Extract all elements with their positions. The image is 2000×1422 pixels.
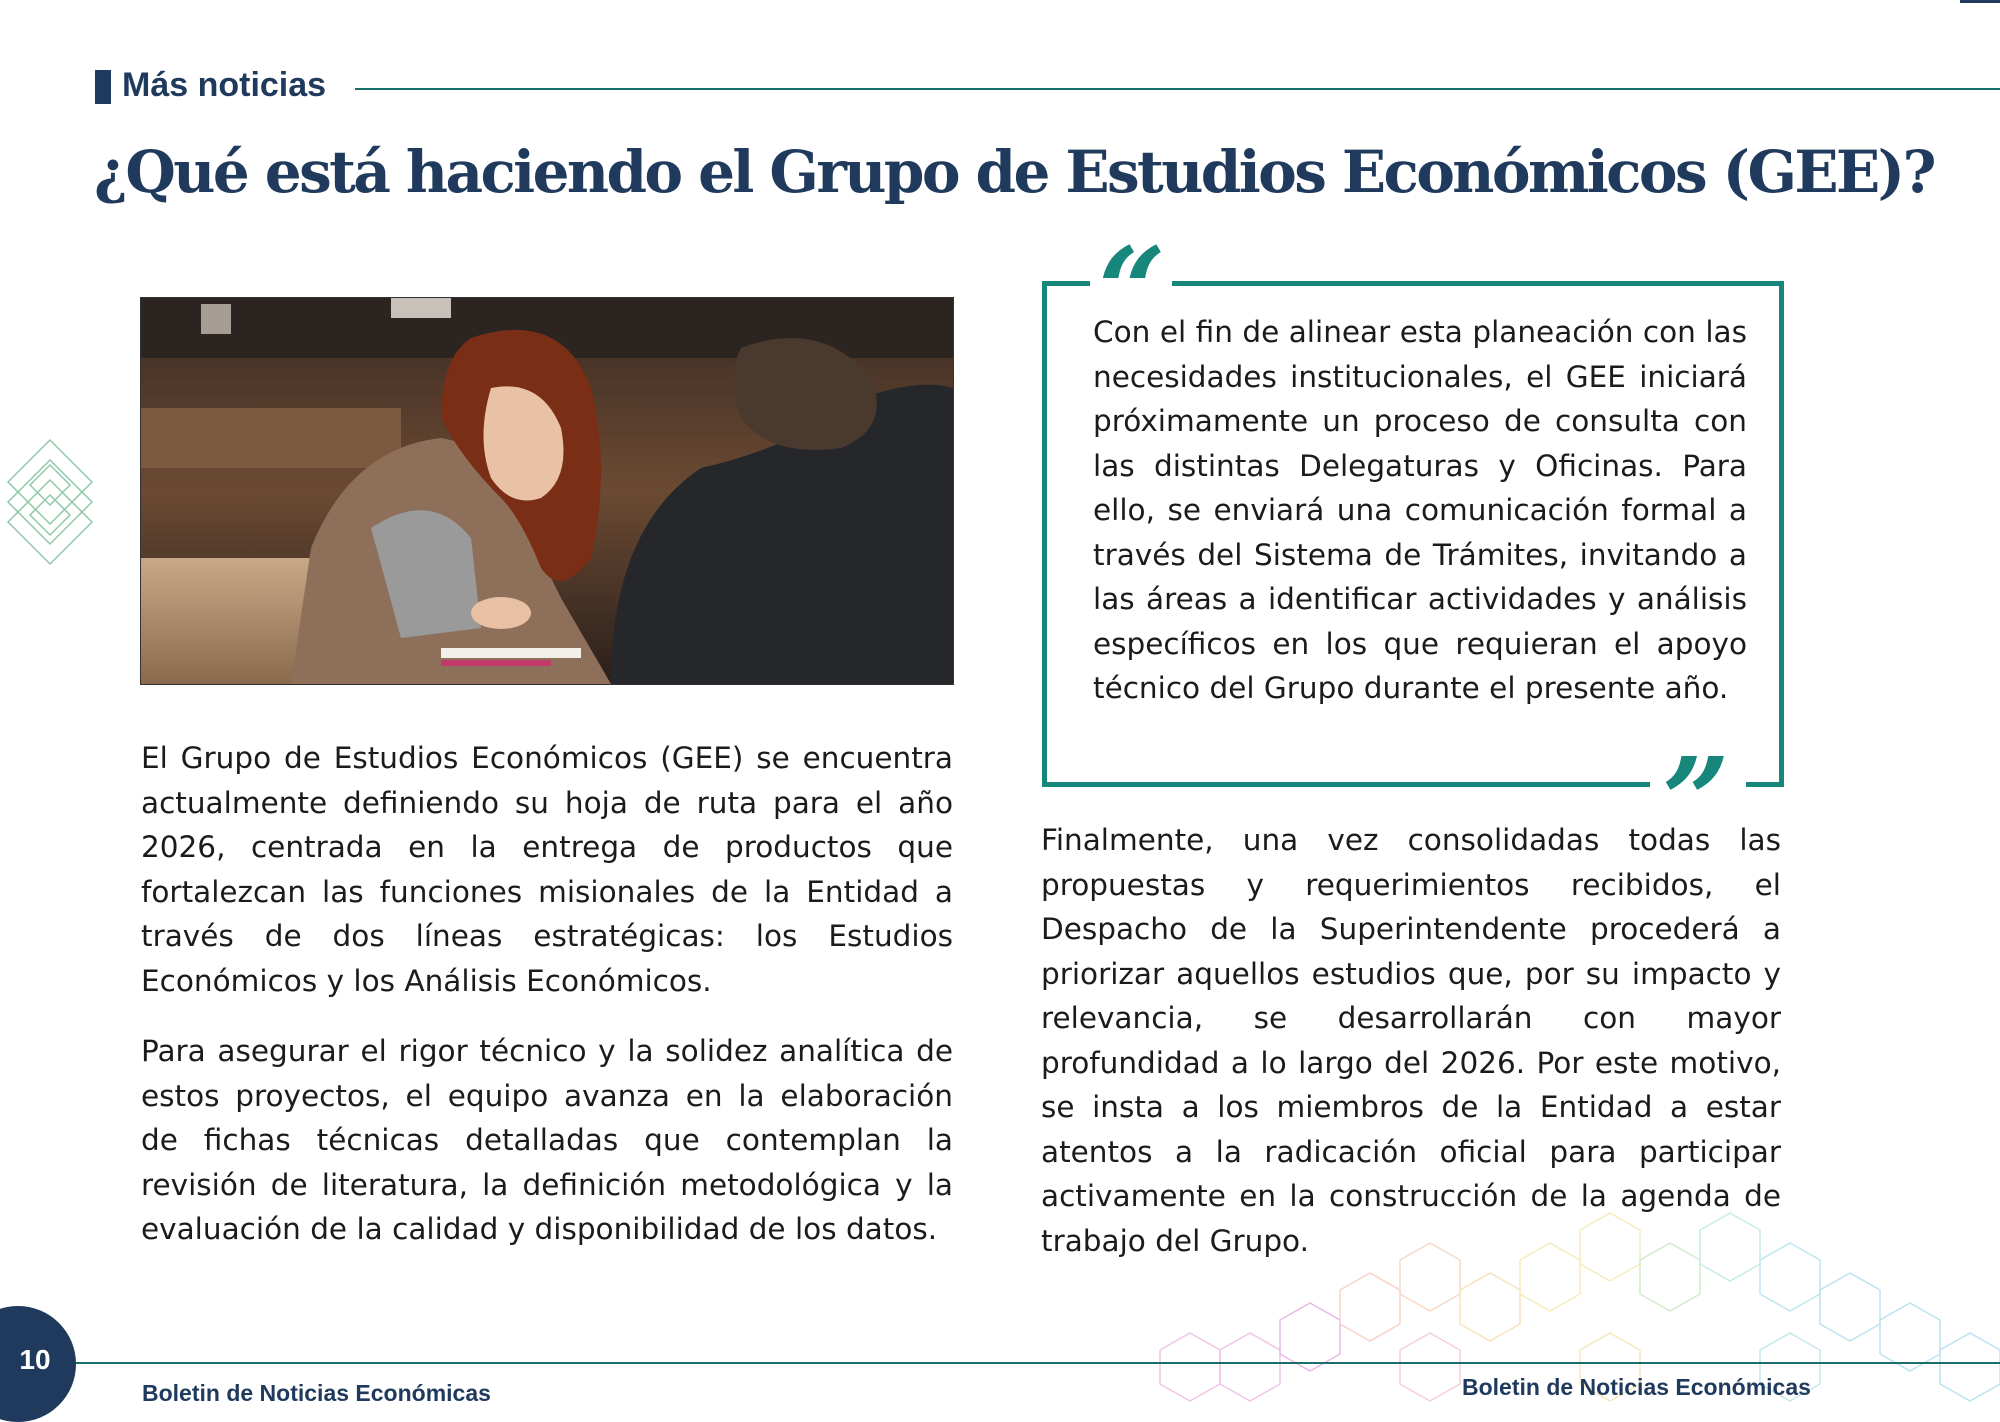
article-photo bbox=[140, 297, 954, 685]
section-marker bbox=[95, 70, 111, 104]
diamond-ornament-icon bbox=[0, 435, 100, 585]
pull-quote-text: Con el fin de alinear esta planeación con las necesidades institucionales, el GEE iniciará próximamente un proceso de consulta con las distintas Delegaturas y Oficinas. Para ello, se enviará una comunicación formal a través del Sistema de Trámites, invitando a las áreas a identificar actividades y análisis específicos en los que requieran el apoyo técnico del Grupo durante el presente año. bbox=[1093, 315, 1747, 705]
page-number: 10 bbox=[19, 1344, 51, 1375]
footer-publication-title: Boletin de Noticias Económicas bbox=[1462, 1374, 1811, 1400]
article-paragraph: Finalmente, una vez consolidadas todas las propuestas y requerimientos recibidos, el Despacho de la Superintendente procederá a priorizar aquellos estudios que, por su impacto y relevancia, se desarrollarán con mayor profundidad a lo largo del 2026. Por este motivo, se insta a los miembros de la Entidad a estar atentos a la radicación oficial para participar activamente en la construcción de la agenda de trabajo del Grupo. bbox=[1041, 823, 1781, 1258]
footer-publication-title: Boletin de Noticias Económicas bbox=[142, 1380, 491, 1406]
open-quote-icon: “ bbox=[1098, 221, 1166, 360]
footer-divider bbox=[0, 1362, 2000, 1364]
article-headline: ¿Qué está haciendo el Grupo de Estudios Económicos (GEE)? bbox=[94, 138, 1934, 206]
article-paragraph: El Grupo de Estudios Económicos (GEE) se encuentra actualmente definiendo su hoja de ruta para el año 2026, centrada en la entrega de productos que fortalezcan las funciones misionales de la Entidad a través de dos líneas estratégicas: los Estudios Económicos y los Análisis Económicos. bbox=[141, 741, 953, 998]
section-divider bbox=[355, 88, 2000, 90]
students-studying-image bbox=[141, 298, 953, 684]
section-label: Más noticias bbox=[122, 66, 327, 104]
corner-accent bbox=[1960, 0, 2000, 3]
close-quote-icon: ” bbox=[1662, 731, 1730, 870]
article-paragraph: Para asegurar el rigor técnico y la solidez analítica de estos proyectos, el equipo avanza en la elaboración de fichas técnicas detalladas que contemplan la revisión de literatura, la definición metodológica y la evaluación de la calidad y disponibilidad de los datos. bbox=[141, 1034, 953, 1246]
